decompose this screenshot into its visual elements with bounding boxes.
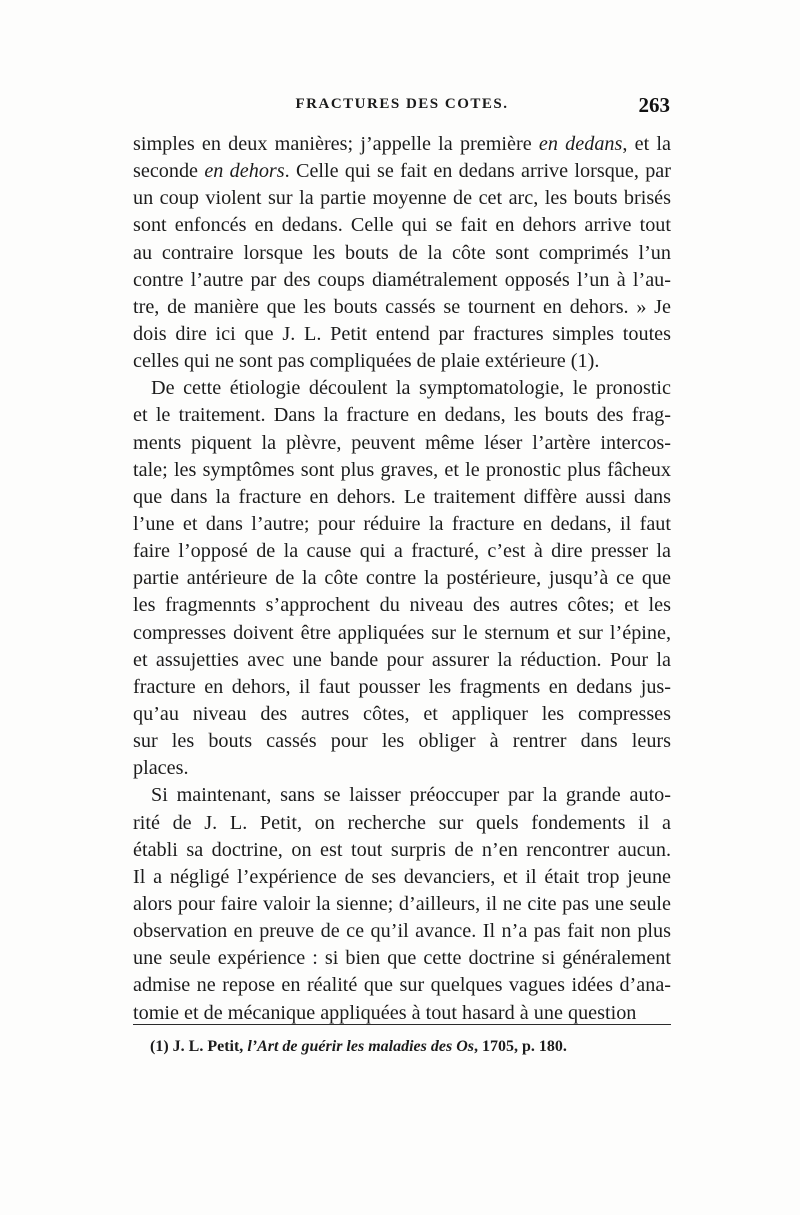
text-line <box>133 782 671 809</box>
text-run: simples en deux manières; j’appelle la première <box>133 133 539 155</box>
text-line <box>133 565 671 592</box>
footnote-text: , 1705, p. 180. <box>473 1038 567 1055</box>
text-run: seconde <box>133 160 205 183</box>
footnote-title: l’Art de guérir les maladies des Os <box>247 1038 474 1055</box>
text-run: qu’au niveau des autres côtes, et appliquer les compresses <box>133 702 671 725</box>
text-run: celles qui ne sont pas compliquées de plaie extérieure (1). <box>133 350 600 373</box>
text-line <box>133 212 671 239</box>
text-line <box>133 348 671 375</box>
text-line <box>133 484 671 511</box>
text-line <box>133 375 671 402</box>
text-run: faire l’opposé de la cause qui a fracturé, c’est à dire presser la <box>133 540 671 563</box>
text-line <box>133 321 671 348</box>
text-line <box>133 755 671 782</box>
running-title: FRACTURES DES COTES. <box>295 96 509 112</box>
text-run: Si maintenant, sans se laisser préoccuper par la grande auto- <box>151 784 671 807</box>
body-text <box>133 131 671 1027</box>
text-run: partie antérieure de la côte contre la postérieure, jusqu’à ce que <box>133 567 671 590</box>
text-line <box>133 131 671 158</box>
text-line <box>133 457 671 484</box>
text-run: De cette étiologie découlent la symptomatologie, le pronostic <box>151 377 671 400</box>
text-line <box>133 1000 671 1027</box>
footnote-divider <box>133 1024 671 1025</box>
page-number: 263 <box>638 93 670 117</box>
text-line <box>133 701 671 728</box>
footnote-text: (1) J. L. Petit, <box>150 1038 248 1055</box>
paragraph <box>133 782 671 1026</box>
text-line <box>133 430 671 457</box>
text-run: que dans la fracture en dehors. Le traitement diffère aussi dans <box>133 485 671 508</box>
italic-text: en dedans <box>538 133 623 155</box>
text-run: contre l’autre par des coups diamétralement opposés l’un à l’au- <box>133 268 671 291</box>
text-run: ments piquent la plèvre, peuvent même léser l’artère intercos- <box>133 431 671 454</box>
text-run: dois dire ici que J. L. Petit entend par fractures simples toutes <box>133 322 671 345</box>
text-line <box>133 511 671 538</box>
text-run: les fragmennts s’approchent du niveau des autres côtes; et les <box>133 594 671 617</box>
text-run: établi sa doctrine, on est tout surpris de n’en rencontrer aucun. <box>133 838 671 861</box>
paragraph <box>133 131 671 375</box>
text-run: observation en preuve de ce qu’il avance. Il n’a pas fait non plus <box>133 920 671 943</box>
text-line <box>133 240 671 267</box>
text-line <box>133 402 671 429</box>
italic-text: en dehors <box>204 160 285 183</box>
text-line <box>133 674 671 701</box>
text-line <box>133 592 671 619</box>
text-run: compresses doivent être appliquées sur le sternum et sur l’épine, <box>133 621 671 644</box>
text-run: sur les bouts cassés pour les obliger à rentrer dans leurs <box>133 730 671 753</box>
text-run: une seule expérience : si bien que cette doctrine si généralement <box>133 947 671 970</box>
text-line <box>133 918 671 945</box>
text-run: places. <box>133 757 189 780</box>
footnote <box>150 1038 670 1056</box>
text-line <box>133 185 671 212</box>
text-line <box>133 620 671 647</box>
text-line <box>133 945 671 972</box>
text-line <box>133 837 671 864</box>
text-run: tre, de manière que les bouts cassés se tournent en dehors. » Je <box>133 295 671 318</box>
text-run: et assujetties avec une bande pour assurer la réduction. Pour la <box>133 648 671 671</box>
text-run: et le traitement. Dans la fracture en dedans, les bouts des frag- <box>133 404 671 427</box>
text-line <box>133 538 671 565</box>
text-run: tomie et de mécanique appliquées à tout hasard à une question <box>133 1001 637 1024</box>
text-line <box>133 728 671 755</box>
text-line <box>133 972 671 999</box>
text-run: Il a négligé l’expérience de ses devanciers, et il était trop jeune <box>133 865 671 888</box>
text-line <box>133 864 671 891</box>
text-run: alors pour faire valoir la sienne; d’ailleurs, il ne cite pas une seule <box>133 892 671 915</box>
text-run: , et la <box>622 133 671 155</box>
text-run: l’une et dans l’autre; pour réduire la fracture en dedans, il faut <box>133 512 671 535</box>
text-run: un coup violent sur la partie moyenne de cet arc, les bouts brisés <box>133 187 671 210</box>
text-run: sont enfoncés en dedans. Celle qui se fait en dehors arrive tout <box>133 214 671 237</box>
text-line <box>133 810 671 837</box>
text-line <box>133 158 671 185</box>
text-line <box>133 891 671 918</box>
text-run: rité de J. L. Petit, on recherche sur quels fondements il a <box>133 811 671 834</box>
text-run: . Celle qui se fait en dedans arrive lorsque, par <box>284 160 671 183</box>
text-run: admise ne repose en réalité que sur quelques vagues idées d’ana- <box>133 974 671 997</box>
page-header <box>134 93 670 122</box>
text-run: fracture en dehors, il faut pousser les fragments en dedans jus- <box>133 675 671 698</box>
paragraph <box>133 375 671 782</box>
text-line <box>133 267 671 294</box>
text-line <box>133 647 671 674</box>
text-run: au contraire lorsque les bouts de la côte sont comprimés l’un <box>133 241 671 264</box>
text-line <box>133 294 671 321</box>
text-run: tale; les symptômes sont plus graves, et le pronostic plus fâcheux <box>133 458 671 481</box>
